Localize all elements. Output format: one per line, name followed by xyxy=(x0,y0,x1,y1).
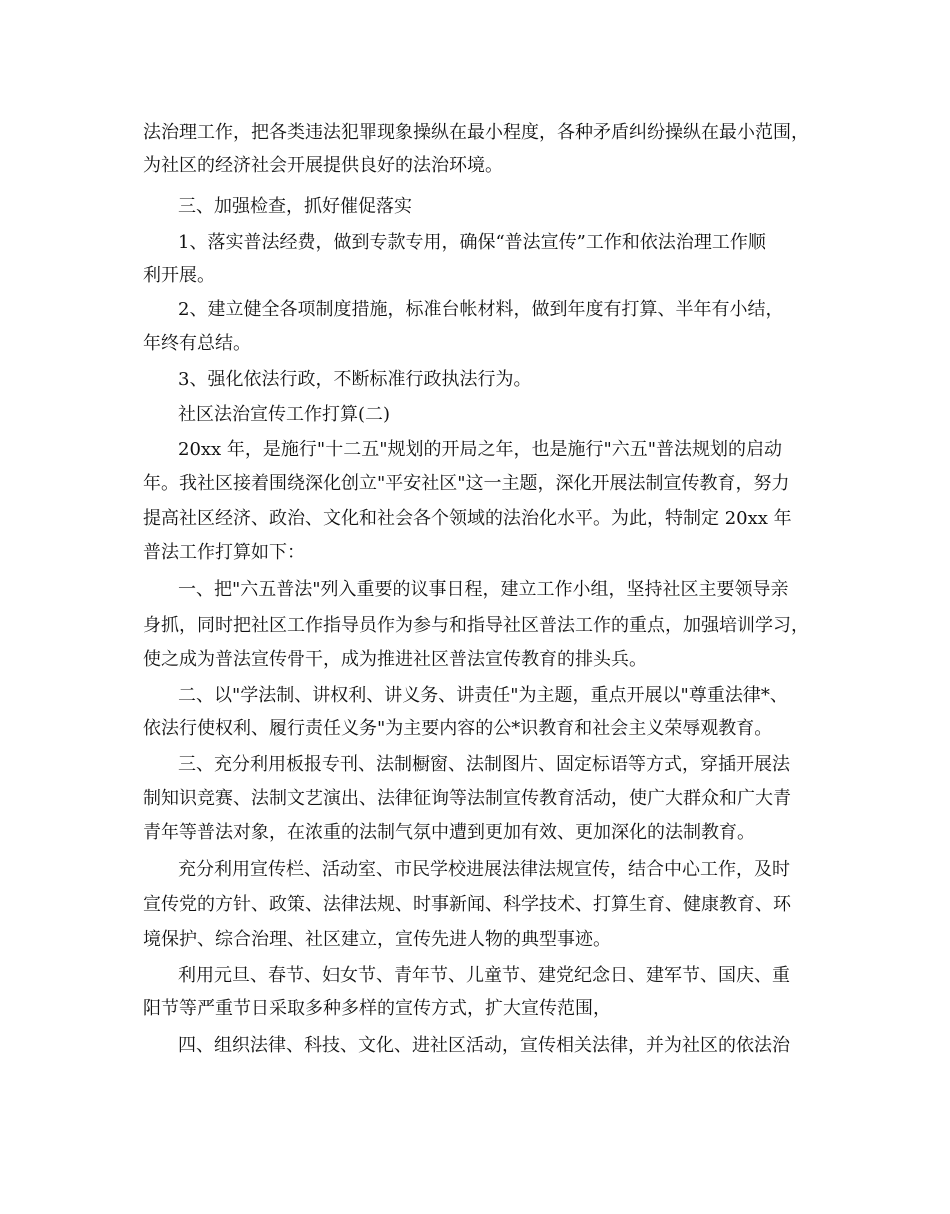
text-line-25: 利用元旦、春节、妇女节、青年节、儿童节、建党纪念日、建军节、国庆、重 xyxy=(178,965,790,986)
document-title: 社区法治宣传工作打算(二) xyxy=(178,404,391,425)
text-line-24: 境保护、综合治理、社区建立，宣传先进人物的典型事迹。 xyxy=(143,929,611,950)
section-heading: 三、加强检查，抓好催促落实 xyxy=(178,196,412,217)
text-line-15: 身抓，同时把社区工作指导员作为参与和指导社区普法工作的重点，加强培训学习， xyxy=(143,615,809,636)
text-line-16: 使之成为普法宣传骨干，成为推进社区普法宣传教育的排头兵。 xyxy=(143,649,647,670)
text-line-19: 三、充分利用板报专刊、法制橱窗、法制图片、固定标语等方式，穿插开展法 xyxy=(178,754,790,775)
text-line-23: 宣传党的方针、政策、法律法规、时事新闻、科学技术、打算生育、健康教育、环 xyxy=(143,894,791,915)
text-line-5: 利开展。 xyxy=(143,265,215,286)
text-line-12: 提高社区经济、政治、文化和社会各个领域的法治化水平。为此，特制定 20xx 年 xyxy=(143,508,792,529)
text-line-18: 依法行使权利、履行责任义务"为主要内容的公*识教育和社会主义荣辱观教育。 xyxy=(143,718,773,739)
text-line-2: 为社区的经济社会开展提供良好的法治环境。 xyxy=(143,155,503,176)
text-line-13: 普法工作打算如下： xyxy=(143,542,305,563)
text-line-6: 2、建立健全各项制度措施，标准台帐材料，做到年度有打算、半年有小结， xyxy=(178,299,784,320)
text-line-11: 年。我社区接着围绕深化创立"平安社区"这一主题，深化开展法制宣传教育，努力 xyxy=(143,473,790,494)
text-line-27: 四、组织法律、科技、文化、进社区活动，宣传相关法律，并为社区的依法治 xyxy=(178,1035,790,1056)
text-line-14: 一、把"六五普法"列入重要的议事日程，建立工作小组，坚持社区主要领导亲 xyxy=(178,579,789,600)
text-line-17: 二、以"学法制、讲权利、讲义务、讲责任"为主题，重点开展以"尊重法律*、 xyxy=(178,685,788,706)
text-line-7: 年终有总结。 xyxy=(143,333,251,354)
text-line-21: 青年等普法对象，在浓重的法制气氛中遭到更加有效、更加深化的法制教育。 xyxy=(143,822,755,843)
text-line-4: 1、落实普法经费，做到专款专用，确保“普法宣传”工作和依法治理工作顺 xyxy=(178,232,766,253)
text-line-1: 法治理工作，把各类违法犯罪现象操纵在最小程度，各种矛盾纠纷操纵在最小范围， xyxy=(143,122,809,143)
text-line-10: 20xx 年，是施行"十二五"规划的开局之年，也是施行"六五"普法规划的启动 xyxy=(178,439,783,460)
text-line-8: 3、强化依法行政，不断标准行政执法行为。 xyxy=(178,369,532,390)
text-line-20: 制知识竞赛、法制文艺演出、法律征询等法制宣传教育活动，使广大群众和广大青 xyxy=(143,788,791,809)
text-line-26: 阳节等严重节日采取多种多样的宣传方式，扩大宣传范围， xyxy=(143,998,611,1019)
text-line-22: 充分利用宣传栏、活动室、市民学校进展法律法规宣传，结合中心工作，及时 xyxy=(178,859,790,880)
